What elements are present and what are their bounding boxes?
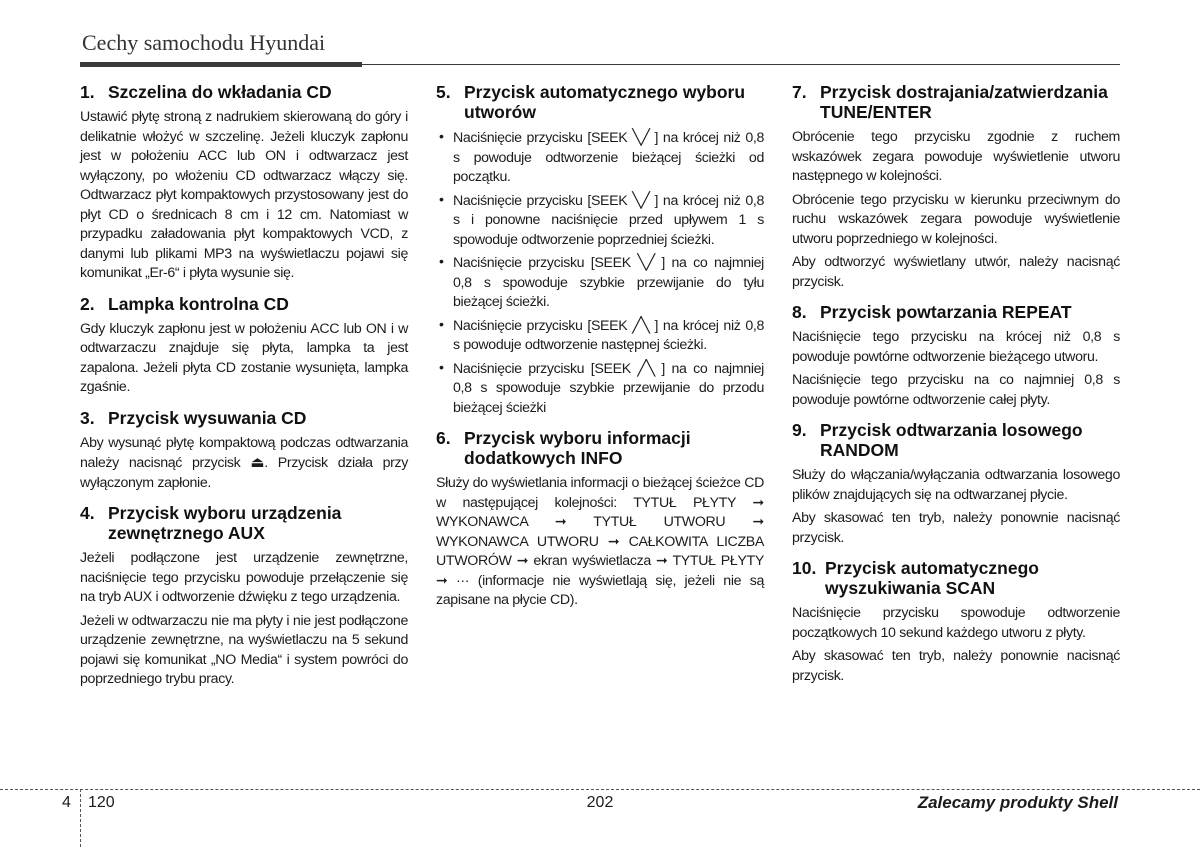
paragraph: Aby skasować ten tryb, należy ponownie nacisnąć przycisk.	[792, 648, 1120, 684]
section-repeat	[792, 302, 1120, 410]
section-heading	[80, 503, 408, 543]
section-random	[792, 420, 1120, 548]
section-heading	[80, 294, 408, 314]
paragraph: Aby skasować ten tryb, należy ponownie nacisnąć przycisk.	[792, 510, 1120, 546]
section-aux	[80, 503, 408, 690]
section-title: Przycisk automatycznego wyszukiwania SCAN	[825, 558, 1039, 598]
section-title: Przycisk dostrajania/zatwierdzania TUNE/ENTER	[820, 82, 1108, 122]
footer-chapter-number: 4	[62, 794, 71, 811]
section-tune-enter	[792, 82, 1120, 292]
seek-down-icon: ╲╱	[632, 129, 650, 146]
section-heading	[436, 428, 764, 468]
section-title: Przycisk powtarzania REPEAT	[820, 302, 1072, 322]
section-number: 10.	[792, 558, 817, 578]
footer-center-number: 202	[586, 794, 614, 811]
bullet-list	[436, 128, 764, 418]
section-number: 8.	[792, 302, 807, 322]
paragraph: Ustawić płytę stroną z nadrukiem skierowaną do góry i delikatnie włożyć w szczelinę. Jeżeli kluczyk zapłonu jest w położeniu ACC lub ON i odtwarzacz jest wyłączony, po włożeniu CD odtwarzacz włączy się. Odtwarzacz płyt kompaktowych przystosowany jest do płyt CD o średnicach 8 cm i 12 cm. Natomiast w przypadku załadowania płyt kompaktowych VCD, z danymi lub plikami MP3 na wyświetlaczu pojawi się komunikat „Er-6“ i płyta wysunie się.	[80, 109, 408, 281]
column-left	[80, 82, 408, 700]
paragraph: Naciśnięcie tego przycisku na co najmniej 0,8 s powoduje powtórne odtworzenie całej płyty.	[792, 372, 1120, 408]
section-heading	[436, 82, 764, 122]
footer-tagline: Zalecamy produkty Shell	[917, 793, 1118, 812]
page-header-title: Cechy samochodu Hyundai	[82, 30, 326, 55]
header-rule-thin	[362, 64, 1120, 65]
section-heading	[80, 408, 408, 428]
section-number: 6.	[436, 428, 451, 448]
list-item: • Naciśnięcie przycisku [SEEK ╲╱ ] na co najmniej 0,8 s spowoduje szybkie przewijanie do tyłu bieżącej ścieżki.	[436, 253, 764, 313]
paragraph: Służy do włączania/wyłączania odtwarzania losowego plików znajdujących się na odtwarzanej płycie.	[792, 467, 1120, 503]
list-item: • Naciśnięcie przycisku [SEEK ╱╲ ] na krócej niż 0,8 s powoduje odtworzenie następnej ścieżki.	[436, 316, 764, 356]
footer-page-number: 120	[88, 794, 115, 811]
paragraph: Służy do wyświetlania informacji o bieżącej ścieżce CD w następującej kolejności: TYTUŁ PŁYTY ➞ WYKONAWCA ➞ TYTUŁ UTWORU ➞ WYKONAWCA UTWORU ➞ CAŁKOWITA LICZBA UTWORÓW ➞ ekran wyświetlacza ➞ TYTUŁ PŁYTY ➞ ··· (informacje nie wyświetlają się, jeżeli nie są zapisane na płycie CD).	[436, 475, 764, 608]
list-item: • Naciśnięcie przycisku [SEEK ╱╲ ] na co najmniej 0,8 s spowoduje szybkie przewijanie do przodu bieżącej ścieżki	[436, 359, 764, 419]
section-heading	[80, 82, 408, 102]
section-title: Szczelina do wkładania CD	[108, 82, 332, 102]
column-middle	[436, 82, 764, 621]
list-item: • Naciśnięcie przycisku [SEEK ╲╱ ] na krócej niż 0,8 s i ponowne naciśnięcie przed upływem 1 s spowoduje odtworzenie poprzedniej ścieżki.	[436, 191, 764, 251]
section-number: 3.	[80, 407, 95, 428]
seek-up-icon: ╱╲	[637, 359, 655, 377]
column-right	[792, 82, 1120, 696]
paragraph: Naciśnięcie przycisku spowoduje odtworzenie początkowych 10 sekund każdego utworu z płyty.	[792, 605, 1120, 641]
paragraph	[80, 434, 408, 494]
section-title: Przycisk odtwarzania losowego RANDOM	[820, 420, 1083, 460]
paragraph: Obrócenie tego przycisku zgodnie z ruchem wskazówek zegara powoduje wyświetlenie utworu następnego w kolejności.	[792, 129, 1120, 184]
section-heading	[792, 420, 1120, 460]
paragraph: Aby odtworzyć wyświetlany utwór, należy nacisnąć przycisk.	[792, 254, 1120, 290]
section-title: Lampka kontrolna CD	[108, 293, 289, 314]
section-number: 1.	[80, 82, 95, 102]
section-heading	[792, 82, 1120, 122]
section-title: Przycisk wyboru informacji dodatkowych INFO	[464, 428, 691, 468]
paragraph-text: Aby wysunąć płytę kompaktową podczas odtwarzania należy nacisnąć przycisk	[80, 434, 408, 471]
section-number: 7.	[792, 82, 807, 102]
section-heading	[792, 558, 1120, 598]
paragraph: Obrócenie tego przycisku w kierunku przeciwnym do ruchu wskazówek zegara powoduje wyświetlenie utworu poprzedniego w kolejności.	[792, 191, 1120, 247]
seek-down-icon: ╲╱	[637, 254, 655, 271]
list-item: • Naciśnięcie przycisku [SEEK ╲╱ ] na krócej niż 0,8 s powoduje odtworzenie bieżącej ścieżki od początku.	[436, 128, 764, 188]
header-rule	[80, 62, 362, 67]
seek-up-icon: ╱╲	[632, 316, 650, 334]
section-number: 2.	[80, 293, 95, 314]
eject-icon: ⏏	[250, 454, 265, 471]
section-cd-eject	[80, 408, 408, 494]
section-title: Przycisk wysuwania CD	[108, 407, 307, 428]
section-number: 9.	[792, 420, 807, 440]
section-info	[436, 428, 764, 611]
section-cd-indicator	[80, 294, 408, 398]
section-seek	[436, 82, 764, 418]
section-title: Przycisk wyboru urządzenia zewnętrznego AUX	[108, 503, 342, 543]
seek-down-icon: ╲╱	[632, 191, 650, 209]
section-number: 5.	[436, 82, 451, 102]
footer-divider	[0, 789, 1200, 790]
section-heading	[792, 302, 1120, 322]
paragraph: Gdy kluczyk zapłonu jest w położeniu ACC lub ON i w odtwarzaczu znajduje się płyta, lampka ta jest zapalona. Jeżeli płyta CD zostanie wysunięta, lampka zgaśnie.	[80, 320, 408, 395]
section-cd-slot	[80, 82, 408, 284]
paragraph: Jeżeli podłączone jest urządzenie zewnętrzne, naciśnięcie tego przycisku powoduje przełączenie się na tryb AUX i odtworzenie dźwięku z tego urządzenia.	[80, 550, 408, 605]
section-title: Przycisk automatycznego wyboru utworów	[464, 82, 746, 122]
section-number: 4.	[80, 503, 95, 523]
paragraph: Jeżeli w odtwarzaczu nie ma płyty i nie jest podłączone urządzenie zewnętrzne, na wyświetlaczu na 5 sekund pojawi się komunikat „NO Media“ i system powróci do poprzedniego trybu pracy.	[80, 612, 408, 687]
section-scan	[792, 558, 1120, 686]
paragraph: Naciśnięcie tego przycisku na krócej niż 0,8 s powoduje powtórne odtworzenie bieżącego utworu.	[792, 329, 1120, 365]
paragraph-text: . Przycisk działa przy wyłączonym zapłonie.	[80, 455, 409, 491]
